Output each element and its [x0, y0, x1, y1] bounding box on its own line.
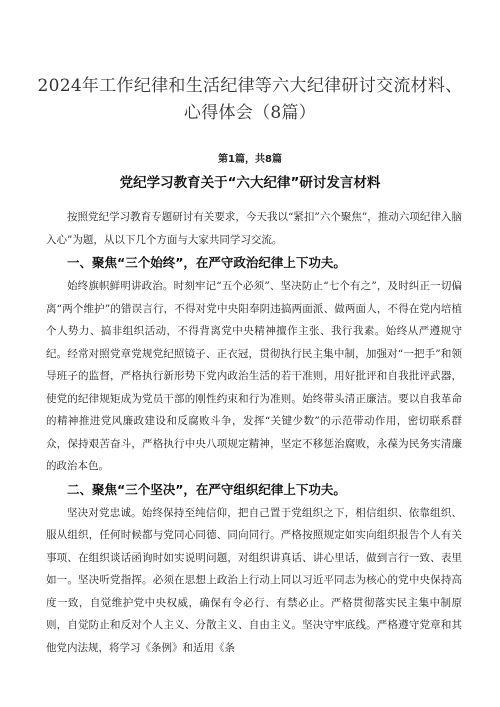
- article-title: 党纪学习教育关于“六大纪律”研讨发言材料: [119, 175, 381, 191]
- section-body-2: 坚决对党忠诚。始终保持至纯信仰，把自己置于党组织之下，相信组织、依靠组织、服从组织，任何时候都与党同心同德、同向同行。严格按照规定如实向组织报告个人有关事项、在组织谈话函询时如实说明问题，对组织讲真话、讲心里话，做到言行一致、表里如一。坚决听党指挥。必须在思想上政治上行动上同以习近平同志为核心的党中央保持高度一致，自觉维护党中央权威，确保有令必行、有禁必止。严格贯彻落实民主集中制原则，自觉防止和反对个人主义、分散主义、自由主义。坚决守牢底线。严格遵守党章和其他党内法规，将学习《条例》和适用《条: [46, 506, 462, 654]
- article-body: [46, 206, 462, 659]
- section-body-1: 始终旗帜鲜明讲政治。时刻牢记“五个必须”、坚决防止“七个有之”，及时纠正一切偏离“两个维护”的错误言行，不得对党中央阳奉阴违搞两面派、做两面人，不得在党内培植个人势力、搞非组织活动，不得背离党中央精神擅作主张、我行我素。始终从严遵规守纪。经常对照党章党规党纪照镜子、正衣冠，贯彻执行民主集中制，加强对“一把手”和领导班子的监督，严格执行新形势下党内政治生活的若干准则，用好批评和自我批评武器，使党的纪律规矩成为党员干部的刚性约束和行为准则。始终带头清正廉洁。要以自我革命的精神推进党风廉政建设和反腐败斗争，发挥“关键少数”的示范带动作用，密切联系群众，保持艰苦奋斗，严格执行中央八项规定精神，坚定不移惩治腐败，永葆为民务实清廉的政治本色。: [46, 280, 462, 472]
- section-heading-2: 二、聚焦“三个坚决”，在严守组织纪律上下功夫。: [67, 481, 346, 497]
- intro-paragraph: 按照党纪学习教育专题研讨有关要求，今天我以“紧扣”六个聚焦”，推动六项纪律入脑入心”为题，从以下几个方面与大家共同学习交流。: [46, 211, 462, 246]
- section-heading-1: 一、聚焦“三个始终”，在严守政治纪律上下功夫。: [67, 255, 346, 270]
- document-title: 2024年工作纪律和生活纪律等六大纪律研讨交流材料、心得体会（8篇）: [37, 76, 463, 123]
- part-label: 第1篇，共8篇: [218, 154, 282, 165]
